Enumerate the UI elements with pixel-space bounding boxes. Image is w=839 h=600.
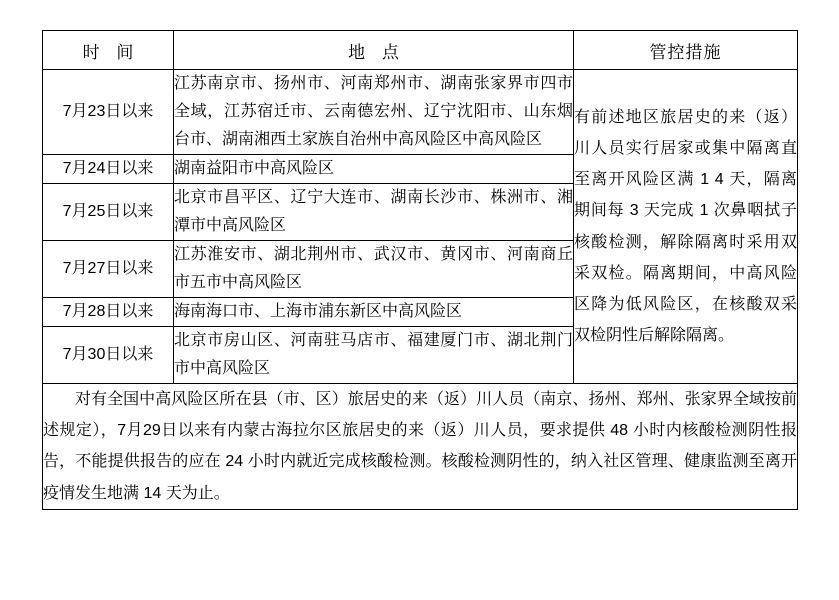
cell-time: 7月25日以来	[43, 184, 174, 241]
risk-area-table	[42, 30, 798, 510]
risk-area-table-container	[42, 30, 797, 510]
table-header-row	[43, 31, 798, 70]
table-row	[43, 70, 798, 155]
table-note-row	[43, 384, 798, 510]
cell-place: 海南海口市、上海市浦东新区中高风险区	[174, 298, 574, 327]
header-place: 地 点	[174, 31, 574, 70]
cell-time: 7月30日以来	[43, 327, 174, 384]
header-measure: 管控措施	[574, 31, 798, 70]
cell-place: 江苏淮安市、湖北荆州市、武汉市、黄冈市、河南商丘市五市中高风险区	[174, 241, 574, 298]
header-time: 时 间	[43, 31, 174, 70]
cell-place: 湖南益阳市中高风险区	[174, 155, 574, 184]
cell-measure: 有前述地区旅居史的来（返）川人员实行居家或集中隔离直至离开风险区满 1 4 天，隔离期间每 3 天完成 1 次鼻咽拭子核酸检测，解除隔离时采用双采双检。隔离期间，中高风险区降为低风险区，在核酸双采双检阴性后解除隔离。	[574, 70, 798, 384]
cell-place: 北京市昌平区、辽宁大连市、湖南长沙市、株洲市、湘潭市中高风险区	[174, 184, 574, 241]
cell-place: 北京市房山区、河南驻马店市、福建厦门市、湖北荆门市中高风险区	[174, 327, 574, 384]
cell-time: 7月24日以来	[43, 155, 174, 184]
cell-time: 7月23日以来	[43, 70, 174, 155]
footnote-text: 对有全国中高风险区所在县（市、区）旅居史的来（返）川人员（南京、扬州、郑州、张家界全域按前述规定），7月29日以来有内蒙古海拉尔区旅居史的来（返）川人员，要求提供 48 小时内核酸检测阴性报告，不能提供报告的应在 24 小时内就近完成核酸检测。核酸检测阴性的，纳入社区管理、健康监测至离开疫情发生地满 14 天为止。	[43, 391, 797, 502]
cell-place: 江苏南京市、扬州市、河南郑州市、湖南张家界市四市全域，江苏宿迁市、云南德宏州、辽宁沈阳市、山东烟台市、湖南湘西土家族自治州中高风险区中高风险区	[174, 70, 574, 155]
cell-time: 7月27日以来	[43, 241, 174, 298]
cell-time: 7月28日以来	[43, 298, 174, 327]
table-footnote	[43, 384, 798, 510]
